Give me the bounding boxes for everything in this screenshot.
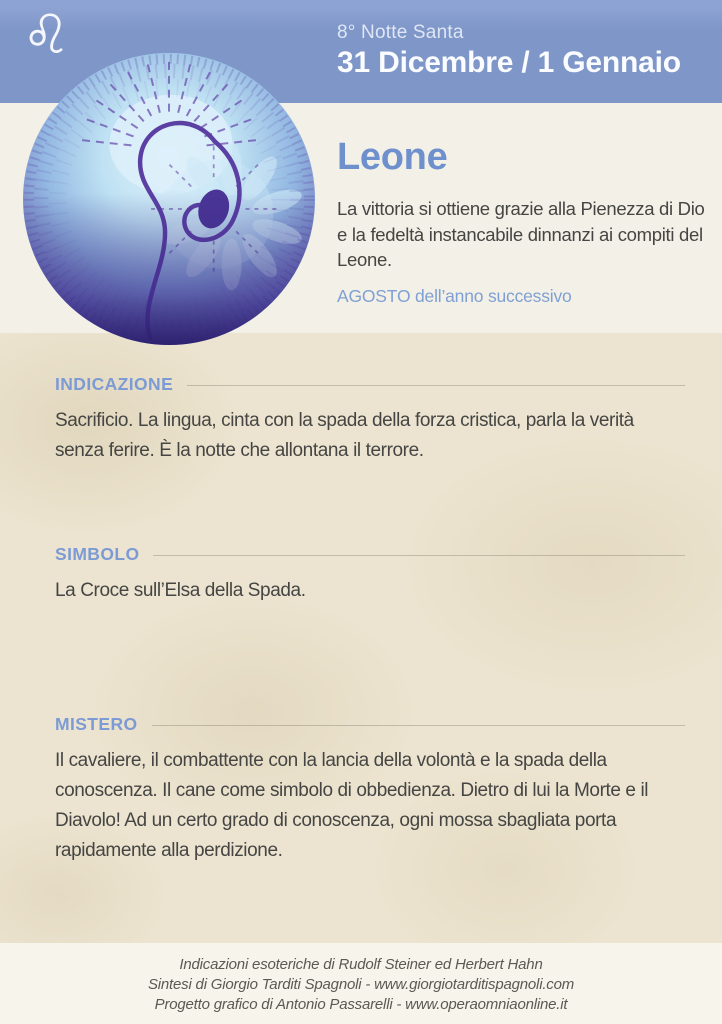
section-indicazione (55, 374, 685, 466)
section-simbolo (55, 544, 685, 606)
heading-rule (152, 725, 685, 726)
period-label: AGOSTO dell’anno successivo (337, 285, 572, 306)
sign-description: La vittoria si ottiene grazie alla Pienezza di Dio e la fedeltà instancabile dinnanzi ai compiti del Leone. (337, 198, 705, 270)
section-heading-row (55, 374, 685, 395)
section-text: Sacrificio. La lingua, cinta con la spada della forza cristica, parla la verità senza ferire. È la notte che allontana il terrore. (55, 410, 634, 461)
leo-sphere-art (20, 50, 318, 348)
date-title: 31 Dicembre / 1 Gennaio (337, 46, 681, 79)
sign-name: Leone (337, 136, 448, 178)
credit-line-sintesi: Sintesi di Giorgio Tarditi Spagnoli - www.giorgiotarditispagnoli.com (147, 976, 575, 993)
section-text: La Croce sull’Elsa della Spada. (55, 580, 306, 601)
credit-line-grafica: Progetto grafico di Antonio Passarelli - www.operaomniaonline.it (154, 996, 568, 1013)
night-number-label: 8° Notte Santa (337, 22, 464, 43)
section-title: INDICAZIONE (55, 374, 174, 394)
credit-line-steiner: Indicazioni esoteriche di Rudolf Steiner ed Herbert Hahn (179, 956, 543, 973)
section-title: SIMBOLO (55, 544, 140, 564)
intro-block (337, 136, 712, 307)
section-text: Il cavaliere, il combattente con la lancia della volontà e la spada della conoscenza. Il cane come simbolo di obbedienza. Dietro di lui la Morte e il Diavolo! Ad un certo grado di conoscenza, ogni mossa sbagliata porta rapidamente alla perdizione. (55, 750, 649, 861)
heading-rule (153, 555, 685, 556)
section-mistero (55, 714, 685, 866)
section-title: MISTERO (55, 714, 138, 734)
heading-rule (187, 385, 685, 386)
leo-sphere-illustration (20, 50, 318, 348)
leo-zodiac-icon: ♌ (22, 3, 71, 66)
section-heading-row (55, 714, 685, 735)
credits (0, 955, 722, 1015)
section-heading-row (55, 544, 685, 565)
